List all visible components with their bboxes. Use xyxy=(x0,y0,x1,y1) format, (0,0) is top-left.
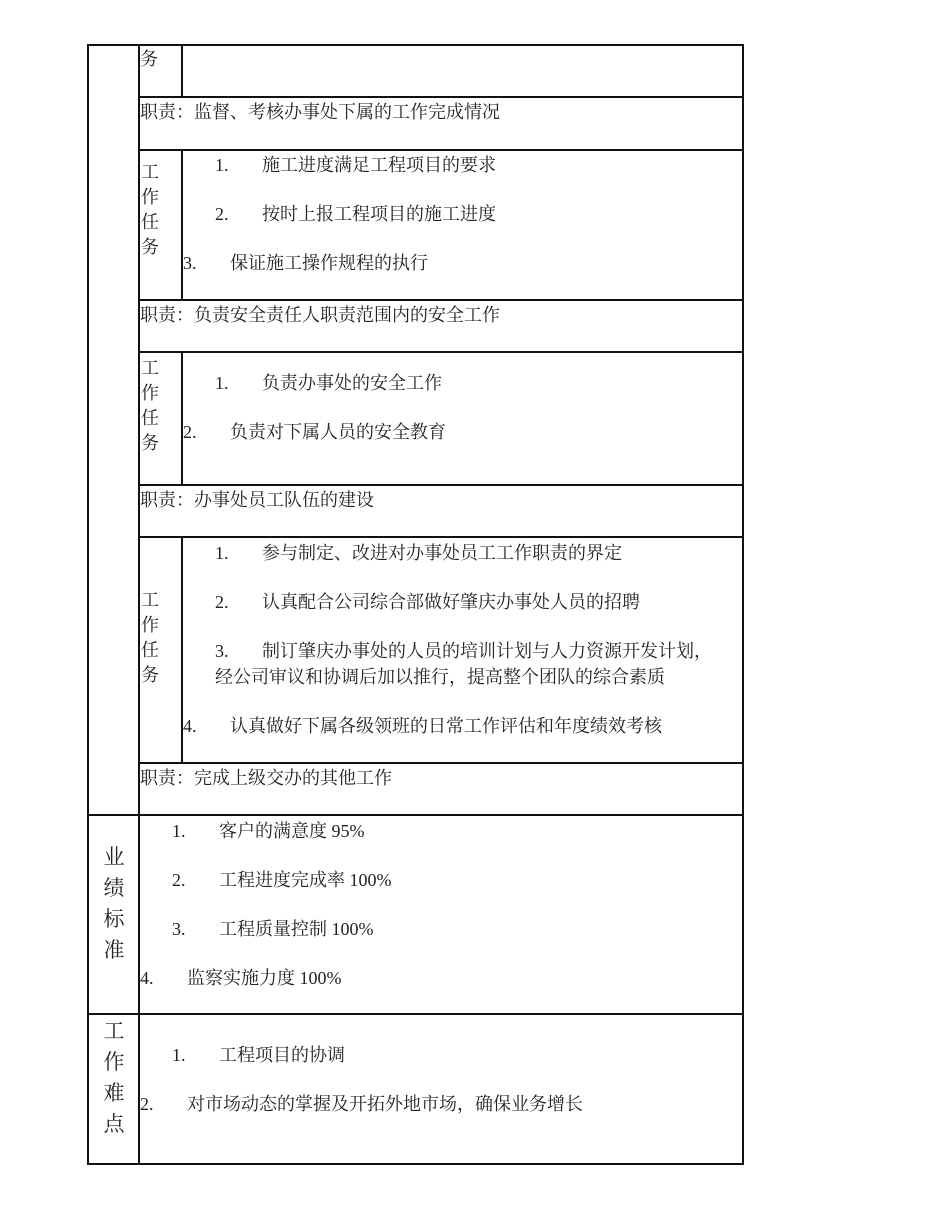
task-text: 按时上报工程项目的施工进度 xyxy=(262,204,496,224)
item-number: 4. xyxy=(140,968,154,988)
duty-text: 职责：办事处员工队伍的建设 xyxy=(140,490,374,510)
task-number: 2. xyxy=(215,592,229,612)
task-number: 3. xyxy=(183,253,197,273)
task-text: 保证施工操作规程的执行 xyxy=(230,253,428,273)
task-label: 工作任务 xyxy=(141,590,159,685)
duty-text: 职责：完成上级交办的其他工作 xyxy=(140,768,392,788)
item-text: 工程质量控制 100% xyxy=(219,919,374,939)
difficulties-label: 工作难点 xyxy=(103,1019,125,1136)
task-number: 1. xyxy=(215,373,229,393)
task-text: 施工进度满足工程项目的要求 xyxy=(262,155,496,175)
task-text: 负责办事处的安全工作 xyxy=(262,373,442,393)
item-text: 客户的满意度 95% xyxy=(219,821,365,841)
task-text-continued: 经公司审议和协调后加以推行，提高整个团队的综合素质 xyxy=(215,667,665,687)
duty-text: 职责：监督、考核办事处下属的工作完成情况 xyxy=(140,102,500,122)
task-number: 1. xyxy=(215,155,229,175)
item-text: 工程进度完成率 100% xyxy=(219,870,392,890)
item-number: 1. xyxy=(172,1045,186,1065)
item-number: 2. xyxy=(140,1094,154,1114)
task-number: 4. xyxy=(183,716,197,736)
task-label-continuation: 务 xyxy=(140,49,158,69)
task-text: 认真配合公司综合部做好肇庆办事处人员的招聘 xyxy=(262,592,640,612)
task-text: 制订肇庆办事处的人员的培训计划与人力资源开发计划， xyxy=(262,641,712,661)
item-text: 对市场动态的掌握及开拓外地市场，确保业务增长 xyxy=(187,1094,583,1114)
item-number: 3. xyxy=(172,919,186,939)
task-number: 2. xyxy=(183,422,197,442)
item-text: 工程项目的协调 xyxy=(219,1045,345,1065)
performance-label: 业绩标准 xyxy=(103,845,125,962)
task-text: 参与制定、改进对办事处员工工作职责的界定 xyxy=(262,543,622,563)
task-number: 1. xyxy=(215,543,229,563)
item-number: 2. xyxy=(172,870,186,890)
task-label: 工作任务 xyxy=(141,162,159,257)
item-text: 监察实施力度 100% xyxy=(187,968,342,988)
duty-text: 职责：负责安全责任人职责范围内的安全工作 xyxy=(140,305,500,325)
task-number: 2. xyxy=(215,204,229,224)
item-number: 1. xyxy=(172,821,186,841)
task-number: 3. xyxy=(215,641,229,661)
task-label: 工作任务 xyxy=(141,358,159,453)
task-text: 认真做好下属各级领班的日常工作评估和年度绩效考核 xyxy=(230,716,662,736)
task-text: 负责对下属人员的安全教育 xyxy=(230,422,446,442)
